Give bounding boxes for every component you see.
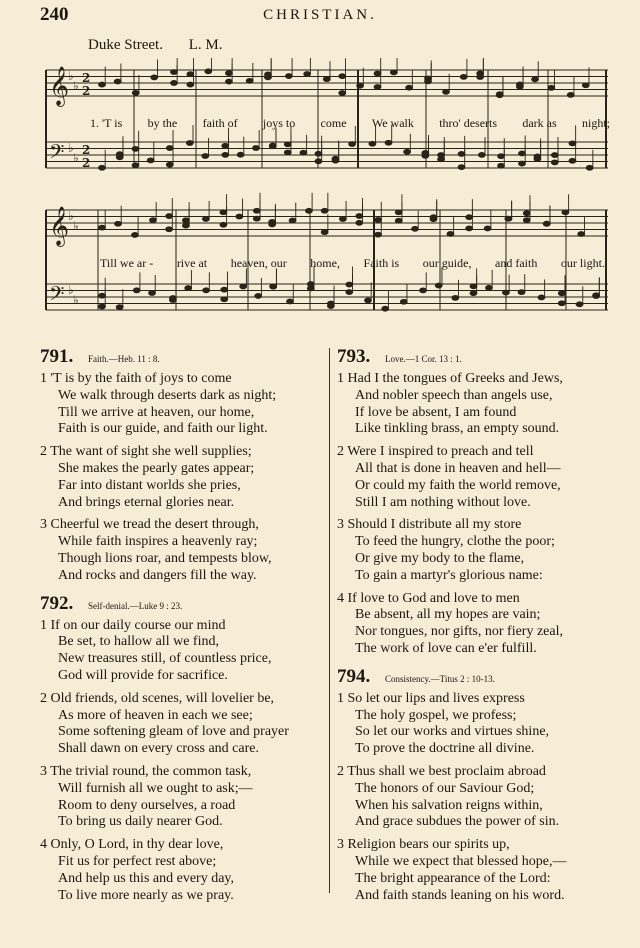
tune-meter: L. M. bbox=[188, 37, 223, 53]
note-head bbox=[304, 72, 311, 77]
note-head bbox=[430, 217, 437, 222]
lyric-syllable: dark as bbox=[522, 116, 557, 130]
verse-line: While we expect that blessed hope,— bbox=[355, 853, 567, 869]
verse-line: As more of heaven in each we see; bbox=[58, 707, 253, 723]
hymn-subject: Self-denial.—Luke 9 : 23. bbox=[88, 600, 183, 611]
verse-line: 1 Had I the tongues of Greeks and Jews, bbox=[337, 371, 563, 386]
note-head bbox=[551, 160, 558, 165]
verse-line: Or give my body to the flame, bbox=[355, 550, 525, 566]
verse-line: To live more nearly as we pray. bbox=[58, 887, 234, 903]
verse-line: And brings eternal glories near. bbox=[58, 494, 235, 510]
stanza bbox=[40, 764, 325, 831]
note-head bbox=[374, 85, 381, 90]
lyric-syllable: faith of bbox=[202, 116, 238, 130]
note-head bbox=[558, 301, 565, 306]
note-head bbox=[375, 218, 382, 223]
verse-line: Far into distant worlds she pries, bbox=[58, 477, 241, 493]
verse-line: 2 The want of sight she well supplies; bbox=[40, 444, 252, 460]
verse-line: New treasures still, of countless price, bbox=[58, 651, 272, 667]
lyric-syllable: Till we ar - bbox=[100, 256, 154, 270]
hymn-heading bbox=[40, 593, 325, 615]
note-head bbox=[498, 154, 505, 159]
note-head bbox=[458, 165, 465, 170]
verse-line: 1 So let our lips and lives express bbox=[337, 690, 525, 706]
note-head bbox=[422, 151, 429, 156]
verse-line: 3 Religion bears our spirits up, bbox=[337, 837, 510, 853]
note-head bbox=[99, 225, 106, 230]
note-head bbox=[270, 284, 277, 289]
flat-icon: ♭ bbox=[68, 69, 74, 83]
note-head bbox=[356, 214, 363, 219]
hymn-number: 792. bbox=[40, 592, 74, 614]
note-head bbox=[220, 222, 227, 227]
note-head bbox=[369, 141, 376, 146]
hymn-subject: Faith.—Heb. 11 : 8. bbox=[88, 354, 160, 364]
note-head bbox=[412, 226, 419, 231]
note-head bbox=[315, 151, 322, 156]
note-head bbox=[285, 74, 292, 79]
note-head bbox=[284, 150, 291, 155]
verse-line: 4 If love to God and love to men bbox=[337, 590, 520, 606]
note-head bbox=[425, 79, 432, 84]
note-head bbox=[166, 227, 173, 232]
note-head bbox=[519, 151, 526, 156]
note-head bbox=[532, 77, 539, 82]
note-head bbox=[203, 288, 210, 293]
stanza bbox=[337, 764, 622, 831]
note-head bbox=[133, 288, 140, 293]
note-head bbox=[458, 152, 465, 157]
verse-line: Or could my faith the world remove, bbox=[355, 477, 561, 493]
note-head bbox=[470, 284, 477, 289]
note-head bbox=[115, 221, 122, 226]
note-head bbox=[404, 149, 411, 154]
verse-line: God will provide for sacrifice. bbox=[58, 667, 228, 683]
note-head bbox=[395, 210, 402, 215]
note-head bbox=[99, 165, 106, 170]
verse-line: All that is done in heaven and hell— bbox=[355, 460, 561, 476]
treble-clef-icon: 𝄞 bbox=[49, 66, 70, 106]
note-head bbox=[166, 214, 173, 219]
flat-icon: ♭ bbox=[68, 283, 74, 297]
note-head bbox=[321, 208, 328, 213]
verse-line: Still I am nothing without love. bbox=[355, 494, 531, 510]
lyric-line-1 bbox=[90, 116, 610, 131]
verse-line: Nor tongues, nor gifts, nor fiery zeal, bbox=[355, 624, 563, 640]
note-head bbox=[582, 83, 589, 88]
stanza bbox=[337, 371, 622, 438]
note-head bbox=[466, 215, 473, 220]
verse-line: Like tinkling brass, an empty sound. bbox=[355, 421, 560, 437]
note-head bbox=[240, 284, 247, 289]
note-head bbox=[523, 211, 530, 216]
note-head bbox=[365, 298, 372, 303]
note-head bbox=[395, 218, 402, 223]
note-head bbox=[183, 218, 190, 223]
stanza bbox=[40, 691, 325, 758]
note-head bbox=[203, 217, 210, 222]
note-head bbox=[132, 146, 139, 151]
stanza bbox=[337, 444, 622, 511]
time-signature: 2 bbox=[82, 156, 91, 170]
verse-line: 2 Were I inspired to preach and tell bbox=[337, 444, 534, 460]
verse-line: 3 Should I distribute all my store bbox=[337, 517, 522, 533]
note-head bbox=[586, 165, 593, 170]
hymn-column-right bbox=[337, 346, 622, 910]
lyric-syllable: 1. 'T is bbox=[90, 116, 123, 130]
note-head bbox=[435, 283, 442, 288]
note-head bbox=[255, 294, 262, 299]
note-head bbox=[300, 150, 307, 155]
flat-icon: ♭ bbox=[73, 219, 79, 233]
note-head bbox=[166, 146, 173, 151]
note-head bbox=[222, 152, 229, 157]
note-head bbox=[166, 162, 173, 167]
note-head bbox=[538, 295, 545, 300]
note-head bbox=[226, 71, 233, 76]
stanza bbox=[337, 591, 622, 658]
verse-line: 3 The trivial round, the common task, bbox=[40, 763, 252, 779]
verse-line: The holy gospel, we profess; bbox=[355, 707, 517, 723]
note-head bbox=[132, 90, 139, 95]
section-title: CHRISTIAN. bbox=[263, 7, 377, 23]
note-head bbox=[307, 282, 314, 287]
verse-line: To feed the hungry, clothe the poor; bbox=[355, 534, 555, 550]
note-head bbox=[246, 79, 253, 84]
verse-line: 4 Only, O Lord, in thy dear love, bbox=[40, 837, 224, 853]
page-number: 240 bbox=[40, 4, 69, 25]
lyric-syllable: thro' deserts bbox=[439, 116, 498, 130]
lyric-syllable: joys to bbox=[262, 116, 296, 130]
note-head bbox=[220, 210, 227, 215]
note-head bbox=[346, 290, 353, 295]
note-head bbox=[558, 291, 565, 296]
note-head bbox=[569, 141, 576, 146]
flat-icon: ♭ bbox=[73, 79, 79, 93]
verse-line: 1 'T is by the faith of joys to come bbox=[40, 371, 232, 386]
flat-icon: ♭ bbox=[68, 141, 74, 155]
note-head bbox=[470, 291, 477, 296]
note-head bbox=[253, 208, 260, 213]
stanza bbox=[40, 444, 325, 511]
note-head bbox=[438, 153, 445, 158]
verse-line: If love be absent, I am found bbox=[355, 404, 517, 420]
note-head bbox=[400, 299, 407, 304]
stanza bbox=[40, 837, 325, 904]
note-head bbox=[114, 79, 121, 84]
note-head bbox=[150, 218, 157, 223]
flat-icon: ♭ bbox=[73, 293, 79, 307]
stanza bbox=[337, 691, 622, 758]
note-head bbox=[205, 69, 212, 74]
note-head bbox=[149, 291, 156, 296]
hymn-heading bbox=[40, 346, 325, 368]
hymn-subject: Consistency.—Titus 2 : 10-13. bbox=[385, 673, 495, 684]
note-head bbox=[323, 77, 330, 82]
note-head bbox=[236, 214, 243, 219]
note-head bbox=[171, 70, 178, 75]
note-head bbox=[132, 233, 139, 238]
note-head bbox=[443, 89, 450, 94]
note-head bbox=[346, 282, 353, 287]
note-head bbox=[221, 297, 228, 302]
note-head bbox=[221, 287, 228, 292]
music-score bbox=[40, 58, 610, 330]
note-head bbox=[116, 305, 123, 310]
stanza bbox=[40, 618, 325, 685]
hymn-number: 791. bbox=[40, 346, 74, 367]
note-head bbox=[253, 216, 260, 221]
verse-line: 3 Cheerful we tread the desert through, bbox=[40, 517, 259, 533]
verse-line: To bring us daily nearer God. bbox=[58, 814, 223, 830]
note-head bbox=[578, 232, 585, 237]
note-head bbox=[374, 71, 381, 76]
time-signature: 2 bbox=[82, 143, 91, 157]
verse-line: Some softening gleam of love and prayer bbox=[58, 724, 289, 740]
verse-line: 2 Thus shall we best proclaim abroad bbox=[337, 763, 546, 779]
verse-line: Shall dawn on every cross and care. bbox=[58, 741, 259, 757]
note-head bbox=[543, 221, 550, 226]
note-head bbox=[339, 217, 346, 222]
verse-line: While faith inspires a heavenly ray; bbox=[58, 534, 258, 550]
column-divider bbox=[329, 348, 330, 893]
verse-line: Till we arrive at heaven, our home, bbox=[58, 404, 255, 420]
note-head bbox=[132, 163, 139, 168]
note-head bbox=[327, 301, 334, 306]
note-head bbox=[306, 208, 313, 213]
note-head bbox=[147, 158, 154, 163]
note-head bbox=[339, 74, 346, 79]
note-head bbox=[357, 83, 364, 88]
note-head bbox=[567, 92, 574, 97]
stanza bbox=[337, 517, 622, 584]
hymn-subject: Love.—1 Cor. 13 : 1. bbox=[385, 354, 462, 364]
hymn-number: 793. bbox=[337, 346, 371, 367]
note-head bbox=[287, 299, 294, 304]
note-head bbox=[315, 159, 322, 164]
flat-icon: ♭ bbox=[73, 151, 79, 165]
verse-line: And nobler speech than angels use, bbox=[355, 387, 553, 403]
verse-line: And rocks and dangers fill the way. bbox=[58, 567, 257, 583]
verse-line: We walk through deserts dark as night; bbox=[58, 387, 277, 403]
note-head bbox=[375, 232, 382, 237]
lyric-syllable: our guide, bbox=[422, 256, 472, 270]
note-head bbox=[187, 72, 194, 77]
note-head bbox=[349, 142, 356, 147]
note-head bbox=[420, 288, 427, 293]
hymn-heading bbox=[337, 666, 622, 688]
lyric-syllable: Faith is bbox=[363, 256, 400, 270]
note-head bbox=[265, 72, 272, 77]
note-head bbox=[523, 218, 530, 223]
note-head bbox=[478, 153, 485, 158]
note-head bbox=[466, 226, 473, 231]
note-head bbox=[253, 146, 260, 151]
note-head bbox=[505, 216, 512, 221]
verse-line: The work of love can e'er fulfill. bbox=[355, 640, 537, 656]
note-head bbox=[382, 306, 389, 311]
verse-line: Though lions roar, and tempests blow, bbox=[58, 550, 272, 566]
note-head bbox=[339, 91, 346, 96]
note-head bbox=[186, 141, 193, 146]
note-head bbox=[151, 75, 158, 80]
note-head bbox=[187, 82, 194, 87]
note-head bbox=[385, 140, 392, 145]
note-head bbox=[356, 220, 363, 225]
flat-icon: ♭ bbox=[68, 209, 74, 223]
note-head bbox=[477, 75, 484, 80]
note-head bbox=[289, 218, 296, 223]
verse-line: Fit us for perfect rest above; bbox=[58, 853, 217, 869]
note-head bbox=[183, 223, 190, 228]
verse-line: The honors of our Saviour God; bbox=[355, 780, 535, 796]
lyric-syllable: our light. bbox=[560, 256, 605, 270]
lyric-syllable: night; bbox=[581, 116, 610, 130]
note-head bbox=[99, 293, 106, 298]
stanza bbox=[40, 371, 325, 438]
verse-line: 2 Old friends, old scenes, will lovelier be, bbox=[40, 690, 275, 706]
note-head bbox=[562, 210, 569, 215]
verse-line: Be set, to hallow all we find, bbox=[58, 634, 219, 650]
verse-line: And help us this and every day, bbox=[58, 870, 234, 886]
verse-line: And faith stands leaning on his word. bbox=[355, 887, 565, 903]
note-head bbox=[452, 295, 459, 300]
note-head bbox=[321, 230, 328, 235]
lyric-line-2 bbox=[100, 256, 605, 271]
hymn-number: 794. bbox=[337, 665, 371, 687]
note-head bbox=[202, 154, 209, 159]
note-head bbox=[447, 232, 454, 237]
verse-line: She makes the pearly gates appear; bbox=[58, 460, 255, 476]
note-head bbox=[171, 81, 178, 86]
note-head bbox=[460, 74, 467, 79]
lyric-syllable: heaven, our bbox=[230, 256, 287, 270]
lyric-syllable: home, bbox=[310, 256, 340, 270]
note-head bbox=[406, 85, 413, 90]
note-head bbox=[390, 70, 397, 75]
verse-line: And grace subdues the power of sin. bbox=[355, 814, 560, 830]
verse-line: The bright appearance of the Lord: bbox=[355, 870, 551, 886]
note-head bbox=[99, 82, 106, 87]
note-head bbox=[496, 92, 503, 97]
note-head bbox=[503, 290, 510, 295]
verse-line: So let our works and virtues shine, bbox=[355, 724, 550, 740]
verse-line: To gain a martyr's glorious name: bbox=[355, 567, 543, 583]
note-head bbox=[116, 152, 123, 157]
note-head bbox=[534, 157, 541, 162]
lyric-syllable: rive at bbox=[176, 256, 208, 270]
lyric-syllable: We walk bbox=[371, 116, 414, 130]
lyric-syllable: and faith bbox=[495, 256, 538, 270]
note-head bbox=[593, 294, 600, 299]
treble-clef-icon: 𝄞 bbox=[49, 206, 70, 246]
note-head bbox=[548, 85, 555, 90]
tune-header bbox=[88, 37, 222, 54]
note-head bbox=[551, 153, 558, 158]
tune-name: Duke Street. bbox=[88, 37, 163, 53]
note-head bbox=[498, 163, 505, 168]
note-head bbox=[237, 152, 244, 157]
lyric-syllable: come bbox=[320, 116, 347, 130]
running-head bbox=[0, 4, 640, 26]
note-head bbox=[185, 286, 192, 291]
stanza bbox=[337, 837, 622, 904]
note-head bbox=[226, 79, 233, 84]
hymn-heading bbox=[337, 346, 622, 368]
note-head bbox=[99, 304, 106, 309]
verse-line: Room to deny ourselves, a road bbox=[58, 797, 236, 813]
note-head bbox=[332, 156, 339, 161]
verse-line: To prove the doctrine all divine. bbox=[355, 741, 535, 757]
note-head bbox=[518, 290, 525, 295]
verse-line: When his salvation reigns within, bbox=[355, 797, 543, 813]
note-head bbox=[269, 222, 276, 227]
verse-line: 1 If on our daily course our mind bbox=[40, 617, 226, 633]
verse-line: Be absent, all my hopes are vain; bbox=[355, 607, 541, 623]
stanza bbox=[40, 517, 325, 584]
verse-line: Faith is our guide, and faith our light. bbox=[58, 421, 268, 437]
time-signature: 2 bbox=[82, 71, 91, 85]
bass-clef-icon: 𝄢 bbox=[49, 140, 65, 168]
note-head bbox=[519, 161, 526, 166]
note-head bbox=[484, 226, 491, 231]
note-head bbox=[169, 296, 176, 301]
note-head bbox=[486, 285, 493, 290]
note-head bbox=[269, 144, 276, 149]
lyric-syllable: by the bbox=[147, 116, 178, 130]
note-head bbox=[222, 143, 229, 148]
hymn-column-left bbox=[40, 346, 325, 910]
time-signature: 2 bbox=[82, 84, 91, 98]
note-head bbox=[284, 142, 291, 147]
note-head bbox=[516, 82, 523, 87]
note-head bbox=[576, 302, 583, 307]
note-head bbox=[569, 158, 576, 163]
bass-clef-icon: 𝄢 bbox=[49, 282, 65, 310]
verse-line: Will furnish all we ought to ask;— bbox=[58, 780, 253, 796]
